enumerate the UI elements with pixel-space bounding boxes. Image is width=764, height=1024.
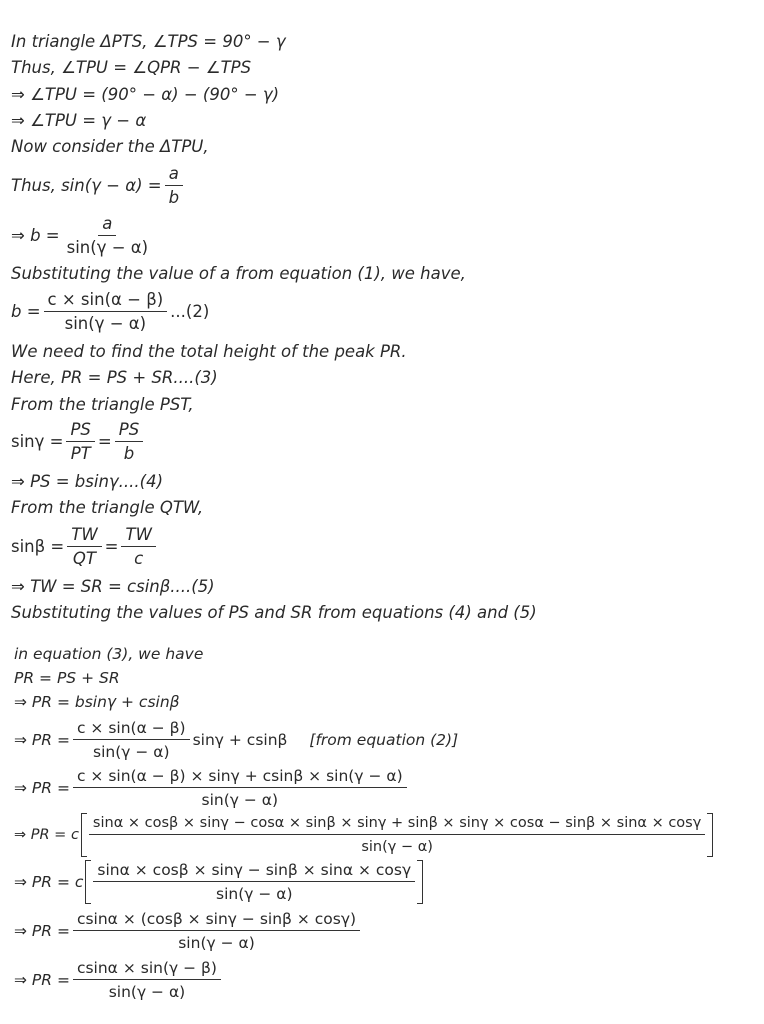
fraction-denominator: sin(γ − α) (201, 791, 279, 809)
equation-pr-bracket-simplified (14, 860, 425, 904)
fraction-numerator: sinα × cosβ × sinγ − cosα × sinβ × sinγ + sinβ × sinγ × cosα − sinβ × sinα × cosγ (89, 813, 705, 835)
fraction (73, 766, 407, 810)
equation-sin-gamma (11, 420, 146, 464)
equals-sign: = (104, 537, 119, 556)
equation-pr-final (14, 958, 224, 1002)
fraction-denominator: sin(γ − α) (93, 743, 170, 761)
line-in-equation-3: in equation (3), we have (14, 645, 204, 663)
equation-pr-substituted (14, 718, 458, 762)
equation-lhs: ⇒ PR = (14, 779, 70, 797)
fraction (115, 420, 143, 464)
equation-rhs-tail: sinγ + csinβ (192, 731, 288, 749)
fraction (63, 214, 152, 258)
equation-tag: ...(2) (170, 302, 210, 321)
line-substituting-a: Substituting the value of a from equation (1), we have, (11, 264, 466, 283)
fraction-denominator: sin(γ − α) (178, 934, 255, 952)
fraction-denominator: sin(γ − α) (66, 238, 149, 257)
fraction-numerator: TW (121, 525, 155, 547)
line-angle-tpu-def: Thus, ∠TPU = ∠QPR − ∠TPS (11, 58, 252, 77)
equation-pr-expanded: ⇒ PR = bsinγ + csinβ (14, 693, 180, 711)
line-angle-tps: In triangle ΔPTS, ∠TPS = 90° − γ (11, 32, 286, 51)
equation-lhs: ⇒ PR = c (14, 873, 84, 891)
equation-sin-beta (11, 525, 159, 569)
line-substituting-ps-sr: Substituting the values of PS and SR from equations (4) and (5) (11, 603, 537, 622)
equation-pr-combined (14, 766, 410, 810)
fraction (93, 860, 415, 904)
line-consider-tpu: Now consider the ΔTPU, (11, 137, 209, 156)
fraction-denominator: b (168, 188, 180, 207)
equation-lhs: ⇒ PR = (14, 971, 70, 989)
fraction-numerator: TW (67, 525, 101, 547)
fraction-numerator: c × sin(α − β) (44, 290, 168, 312)
equation-pr-sum: PR = PS + SR (14, 669, 120, 687)
fraction (73, 909, 360, 953)
equation-lhs: sinβ = (11, 537, 65, 556)
line-total-height: We need to find the total height of the peak PR. (11, 342, 407, 361)
equation-lhs: ⇒ PR = (14, 922, 70, 940)
equation-b (11, 214, 155, 258)
fraction-numerator: PS (66, 420, 94, 442)
fraction-denominator: PT (70, 444, 91, 463)
line-angle-tpu-result: ⇒ ∠TPU = γ − α (11, 111, 147, 130)
fraction-denominator: sin(γ − α) (64, 314, 147, 333)
equation-4: ⇒ PS = bsinγ....(4) (11, 472, 164, 491)
fraction-numerator: c × sin(α − β) × sinγ + csinβ × sin(γ − α) (73, 766, 407, 788)
line-angle-tpu-sub: ⇒ ∠TPU = (90° − α) − (90° − γ) (11, 85, 280, 104)
fraction (73, 958, 221, 1002)
square-bracket (81, 813, 713, 857)
line-triangle-pst: From the triangle PST, (11, 395, 194, 414)
equals-sign: = (97, 432, 112, 451)
equation-lhs: sinγ = (11, 432, 64, 451)
equation-5: ⇒ TW = SR = csinβ....(5) (11, 577, 215, 596)
fraction-numerator: csinα × sin(γ − β) (73, 958, 221, 980)
square-bracket (85, 860, 423, 904)
equation-reference-note: [from equation (2)] (309, 731, 459, 749)
fraction-denominator: sin(γ − α) (361, 839, 433, 855)
equation-lhs: Thus, sin(γ − α) = (11, 176, 162, 195)
fraction-numerator: csinα × (cosβ × sinγ − sinβ × cosγ) (73, 909, 360, 931)
equation-lhs: b = (11, 302, 41, 321)
equation-lhs: ⇒ PR = c (14, 827, 79, 843)
fraction-numerator: a (165, 164, 183, 186)
equation-2 (11, 290, 209, 334)
fraction-numerator: sinα × cosβ × sinγ − sinβ × sinα × cosγ (93, 860, 415, 882)
equation-3: Here, PR = PS + SR....(3) (11, 368, 218, 387)
equation-lhs: ⇒ PR = (14, 731, 70, 749)
fraction-numerator: PS (115, 420, 143, 442)
equation-sin-gamma-alpha (11, 164, 186, 208)
fraction (165, 164, 183, 208)
equation-pr-bracket-full (14, 813, 715, 857)
fraction-denominator: sin(γ − α) (108, 983, 186, 1001)
fraction-denominator: sin(γ − α) (216, 885, 293, 903)
equation-pr-factored (14, 909, 363, 953)
fraction-numerator: a (98, 214, 116, 236)
fraction (66, 420, 94, 464)
fraction (67, 525, 101, 569)
fraction (89, 813, 705, 857)
fraction (121, 525, 155, 569)
line-triangle-qtw: From the triangle QTW, (11, 498, 204, 517)
fraction-denominator: c (134, 549, 144, 568)
equation-lhs: ⇒ b = (11, 226, 60, 245)
fraction (44, 290, 168, 334)
fraction-denominator: QT (72, 549, 96, 568)
fraction-numerator: c × sin(α − β) (73, 718, 190, 740)
fraction-denominator: b (123, 444, 135, 463)
fraction (73, 718, 190, 762)
